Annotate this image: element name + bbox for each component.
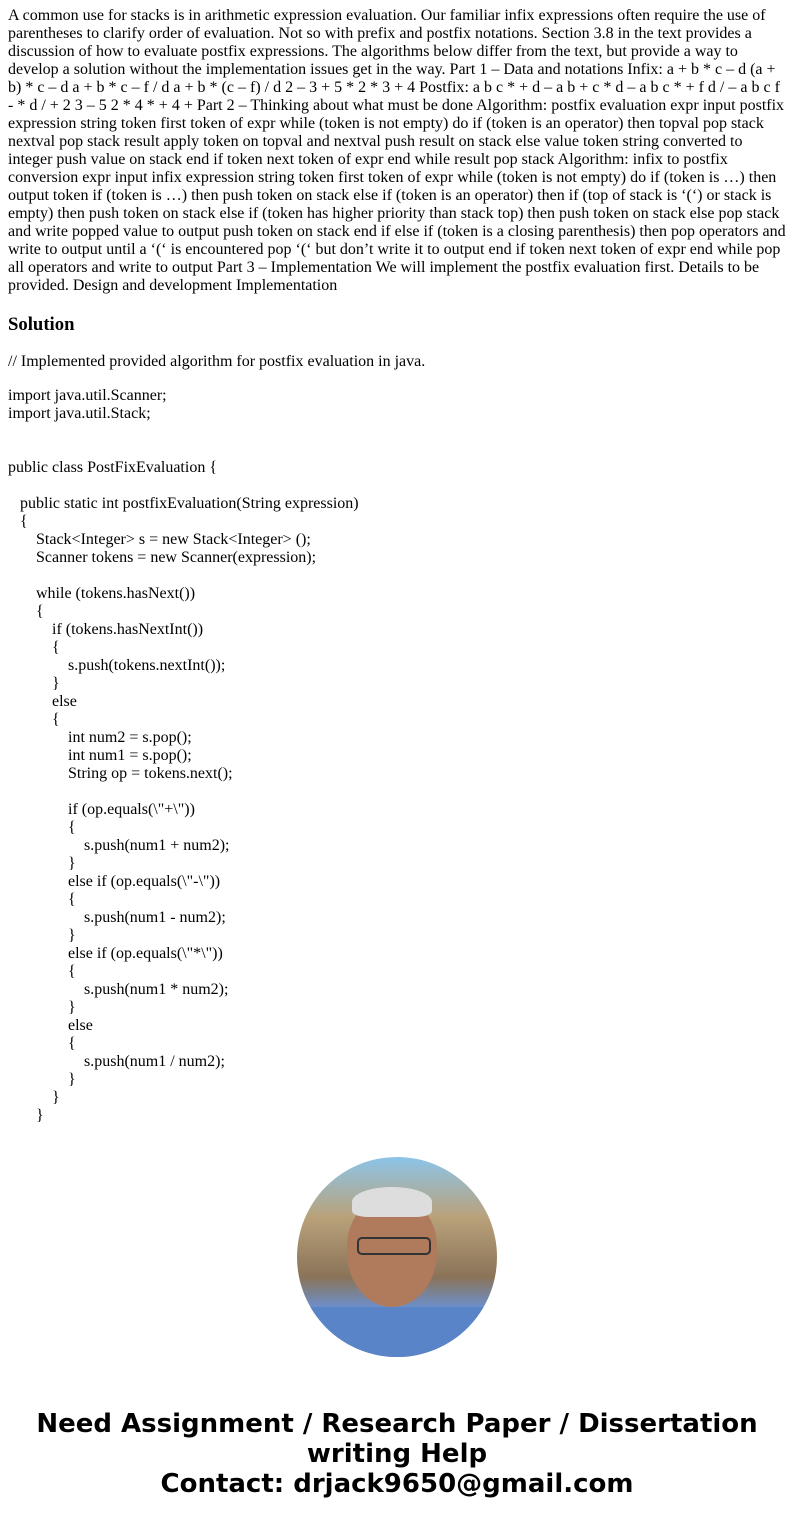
solution-comment: // Implemented provided algorithm for postfix evaluation in java. [8, 353, 426, 370]
footer-ad [0, 1409, 794, 1499]
footer-line-help: Need Assignment / Research Paper / Dissertation writing Help [36, 1409, 758, 1469]
question-text: A common use for stacks is in arithmetic expression evaluation. Our familiar infix expressions often require the use of parentheses to clarify order of evaluation. Not so with prefix and postfix notations. Section 3.8 in the text provides a discussion of how to evaluate postfix expressions. The algorithms below differ from the text, but provide a way to develop a solution without the implementation issues get in the way. Part 1 – Data and notations Infix: a + b * c – d (a + b) * c – d a + b * c – f / d a + b * (c – f) / d 2 – 3 + 5 * 2 * 3 + 4 Postfix: a b c * + d – a b + c * d – a b c * + f d / – a b c f - * d / + 2 3 – 5 2 * 4 * + 4 + Part 2 – Thinking about what must be done Algorithm: postfix evaluation expr input postfix expression string token first token of expr while (token is not empty) do if (token is an operator) then topval pop stack nextval pop stack result apply token on topval and nextval push result on stack else value token string converted to integer push value on stack end if token next token of expr end while result pop stack Algorithm: infix to postfix conversion expr input infix expression string token first token of expr while (token is not empty) do if (token is …) then output token if (token is …) then push token on stack else if (token is an operator) then if (top of stack is ‘(‘) or stack is empty) then push token on stack else if (token has higher priority than stack top) then push token on stack else pop stack and write popped value to output push token on stack end if else if (token is a closing parenthesis) then pop operators and write to output until a ‘(‘ is encountered pop ‘(‘ but don’t write it to output end if token next token of expr end while pop all operators and write to output Part 3 – Implementation We will implement the postfix evaluation first. Details to be provided. Design and development Implementation [8, 7, 786, 294]
solution-heading: Solution [8, 314, 75, 335]
author-photo [297, 1157, 497, 1357]
document [0, 7, 794, 1125]
code-block: import java.util.Scanner; import java.util.Stack; public class PostFixEvaluation { public static int postfixEvaluation(String expression) { Stack<Integer> s = new Stack<Integer> (); Scanner tokens = new Scanner(expression); while (tokens.hasNext()) { if (tokens.hasNextInt()) { s.push(tokens.nextInt()); } else { int num2 = s.pop(); int num1 = s.pop(); String op = tokens.next(); if (op.equals(\"+\")) { s.push(num1 + num2); } else if (op.equals(\"-\")) { s.push(num1 - num2); } else if (op.equals(\"*\")) { s.push(num1 * num2); } else { s.push(num1 / num2); } } } [8, 387, 359, 1124]
footer-line-contact: Contact: drjack9650@gmail.com [160, 1469, 634, 1499]
photo-hair [352, 1187, 432, 1217]
photo-shirt [297, 1307, 497, 1357]
photo-glasses [357, 1237, 431, 1255]
